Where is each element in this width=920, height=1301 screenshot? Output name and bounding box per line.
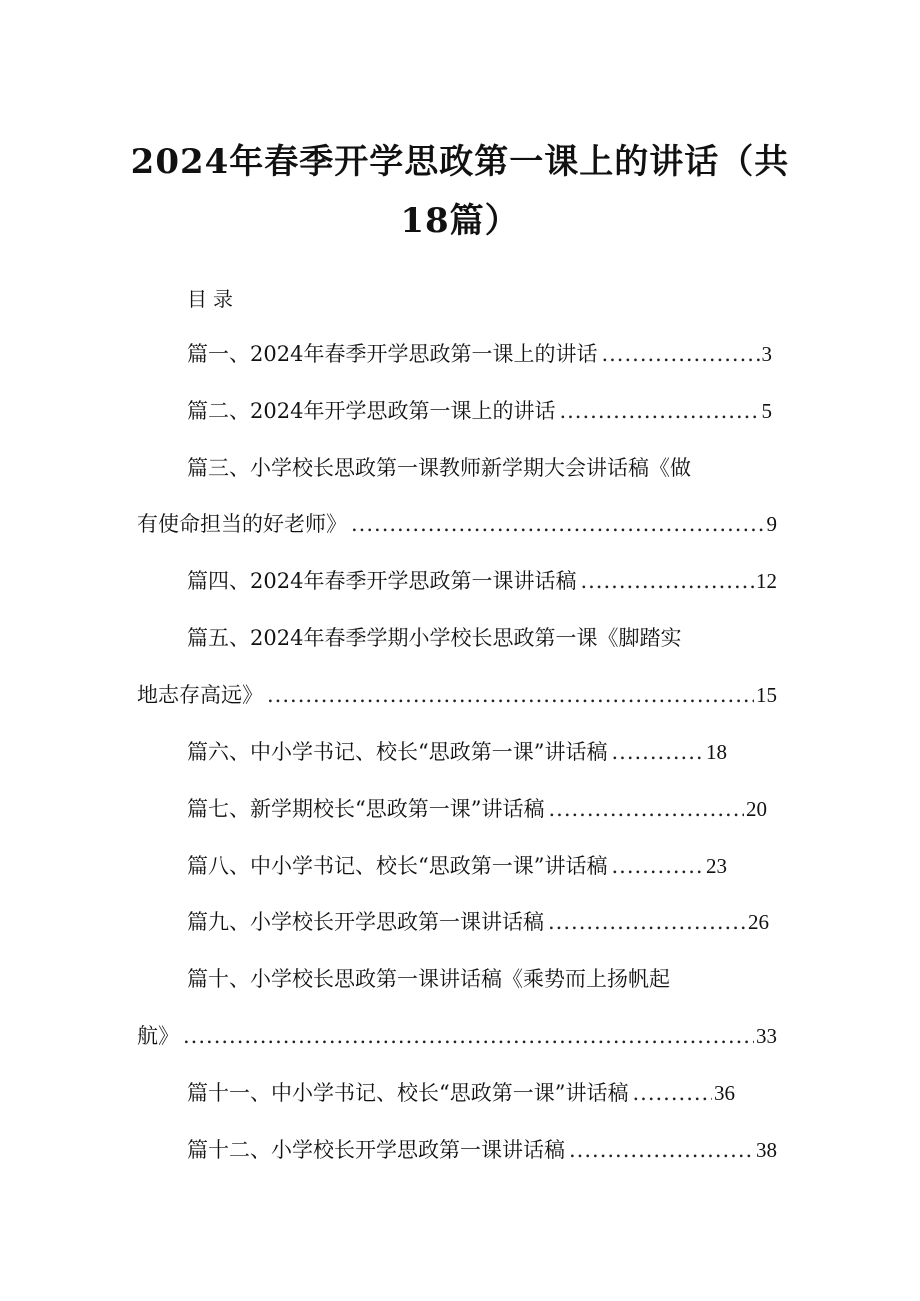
toc-entry-page: 3 [761,342,772,366]
toc-entry[interactable] [187,395,772,427]
toc-dot-leader [580,565,754,597]
toc-dot-leader [351,508,765,540]
toc-entry-continuation[interactable] [137,1020,777,1052]
toc-entry-label: 篇九、小学校长开学思政第一课讲话稿 [187,910,544,934]
toc-entry[interactable] [187,338,772,370]
toc-entry[interactable] [187,1134,777,1166]
toc-entry[interactable] [187,793,767,825]
toc-entry-label: 篇十二、小学校长开学思政第一课讲话稿 [187,1138,565,1162]
toc-dot-leader [559,395,759,427]
toc-dot-leader [569,1134,754,1166]
toc-entry[interactable] [187,850,727,882]
toc-entry-label: 篇八、中小学书记、校长“思政第一课”讲话稿 [187,854,608,878]
toc-dot-leader [632,1077,712,1109]
toc-entry-page: 18 [706,740,727,764]
toc-entry-continuation[interactable] [137,679,777,711]
toc-entry-label: 篇一、2024年春季开学思政第一课上的讲话 [187,342,598,366]
toc-entry-label: 篇二、2024年开学思政第一课上的讲话 [187,399,556,423]
toc-entry-continuation[interactable] [137,508,777,540]
toc-entry-label: 篇七、新学期校长“思政第一课”讲话稿 [187,797,545,821]
toc-dot-leader [611,850,704,882]
toc-entry[interactable] [187,963,787,995]
toc-entry[interactable] [187,906,769,938]
toc-entry[interactable] [187,452,787,484]
toc-dot-leader [548,906,746,938]
toc-entry[interactable] [187,565,777,597]
toc-entry[interactable] [187,736,727,768]
toc-entry-label: 篇三、小学校长思政第一课教师新学期大会讲话稿《做 [187,456,691,480]
toc-entry-label-continuation: 航》 [137,1024,179,1048]
toc-entry[interactable] [187,622,787,654]
toc-entry-page: 20 [746,797,767,821]
toc-entry-page: 9 [766,512,777,536]
toc-heading: 目录 [187,287,239,311]
toc-entry-page: 12 [756,569,777,593]
toc-entry-label: 篇十一、中小学书记、校长“思政第一课”讲话稿 [187,1081,629,1105]
toc-dot-leader [601,338,759,370]
toc-dot-leader [183,1020,754,1052]
toc-entry-page: 36 [714,1081,735,1105]
document-title-line-2: 18篇） [400,201,520,241]
toc-entry-label: 篇五、2024年春季学期小学校长思政第一课《脚踏实 [187,626,682,650]
toc-entry-page: 15 [756,683,777,707]
toc-entry-page: 38 [756,1138,777,1162]
toc-dot-leader [548,793,744,825]
toc-entry-label: 篇十、小学校长思政第一课讲话稿《乘势而上扬帆起 [187,967,670,991]
toc-entry-page: 33 [756,1024,777,1048]
toc-entry[interactable] [187,1077,735,1109]
toc-entry-page: 26 [748,910,769,934]
toc-entry-page: 23 [706,854,727,878]
toc-dot-leader [267,679,754,711]
toc-dot-leader [611,736,704,768]
toc-entry-label: 篇四、2024年春季开学思政第一课讲话稿 [187,569,577,593]
document-title-line-1: 2024年春季开学思政第一课上的讲话（共 [130,142,790,182]
toc-entry-page: 5 [761,399,772,423]
toc-entry-label-continuation: 地志存高远》 [137,683,263,707]
toc-entry-label: 篇六、中小学书记、校长“思政第一课”讲话稿 [187,740,608,764]
toc-entry-label-continuation: 有使命担当的好老师》 [137,512,347,536]
